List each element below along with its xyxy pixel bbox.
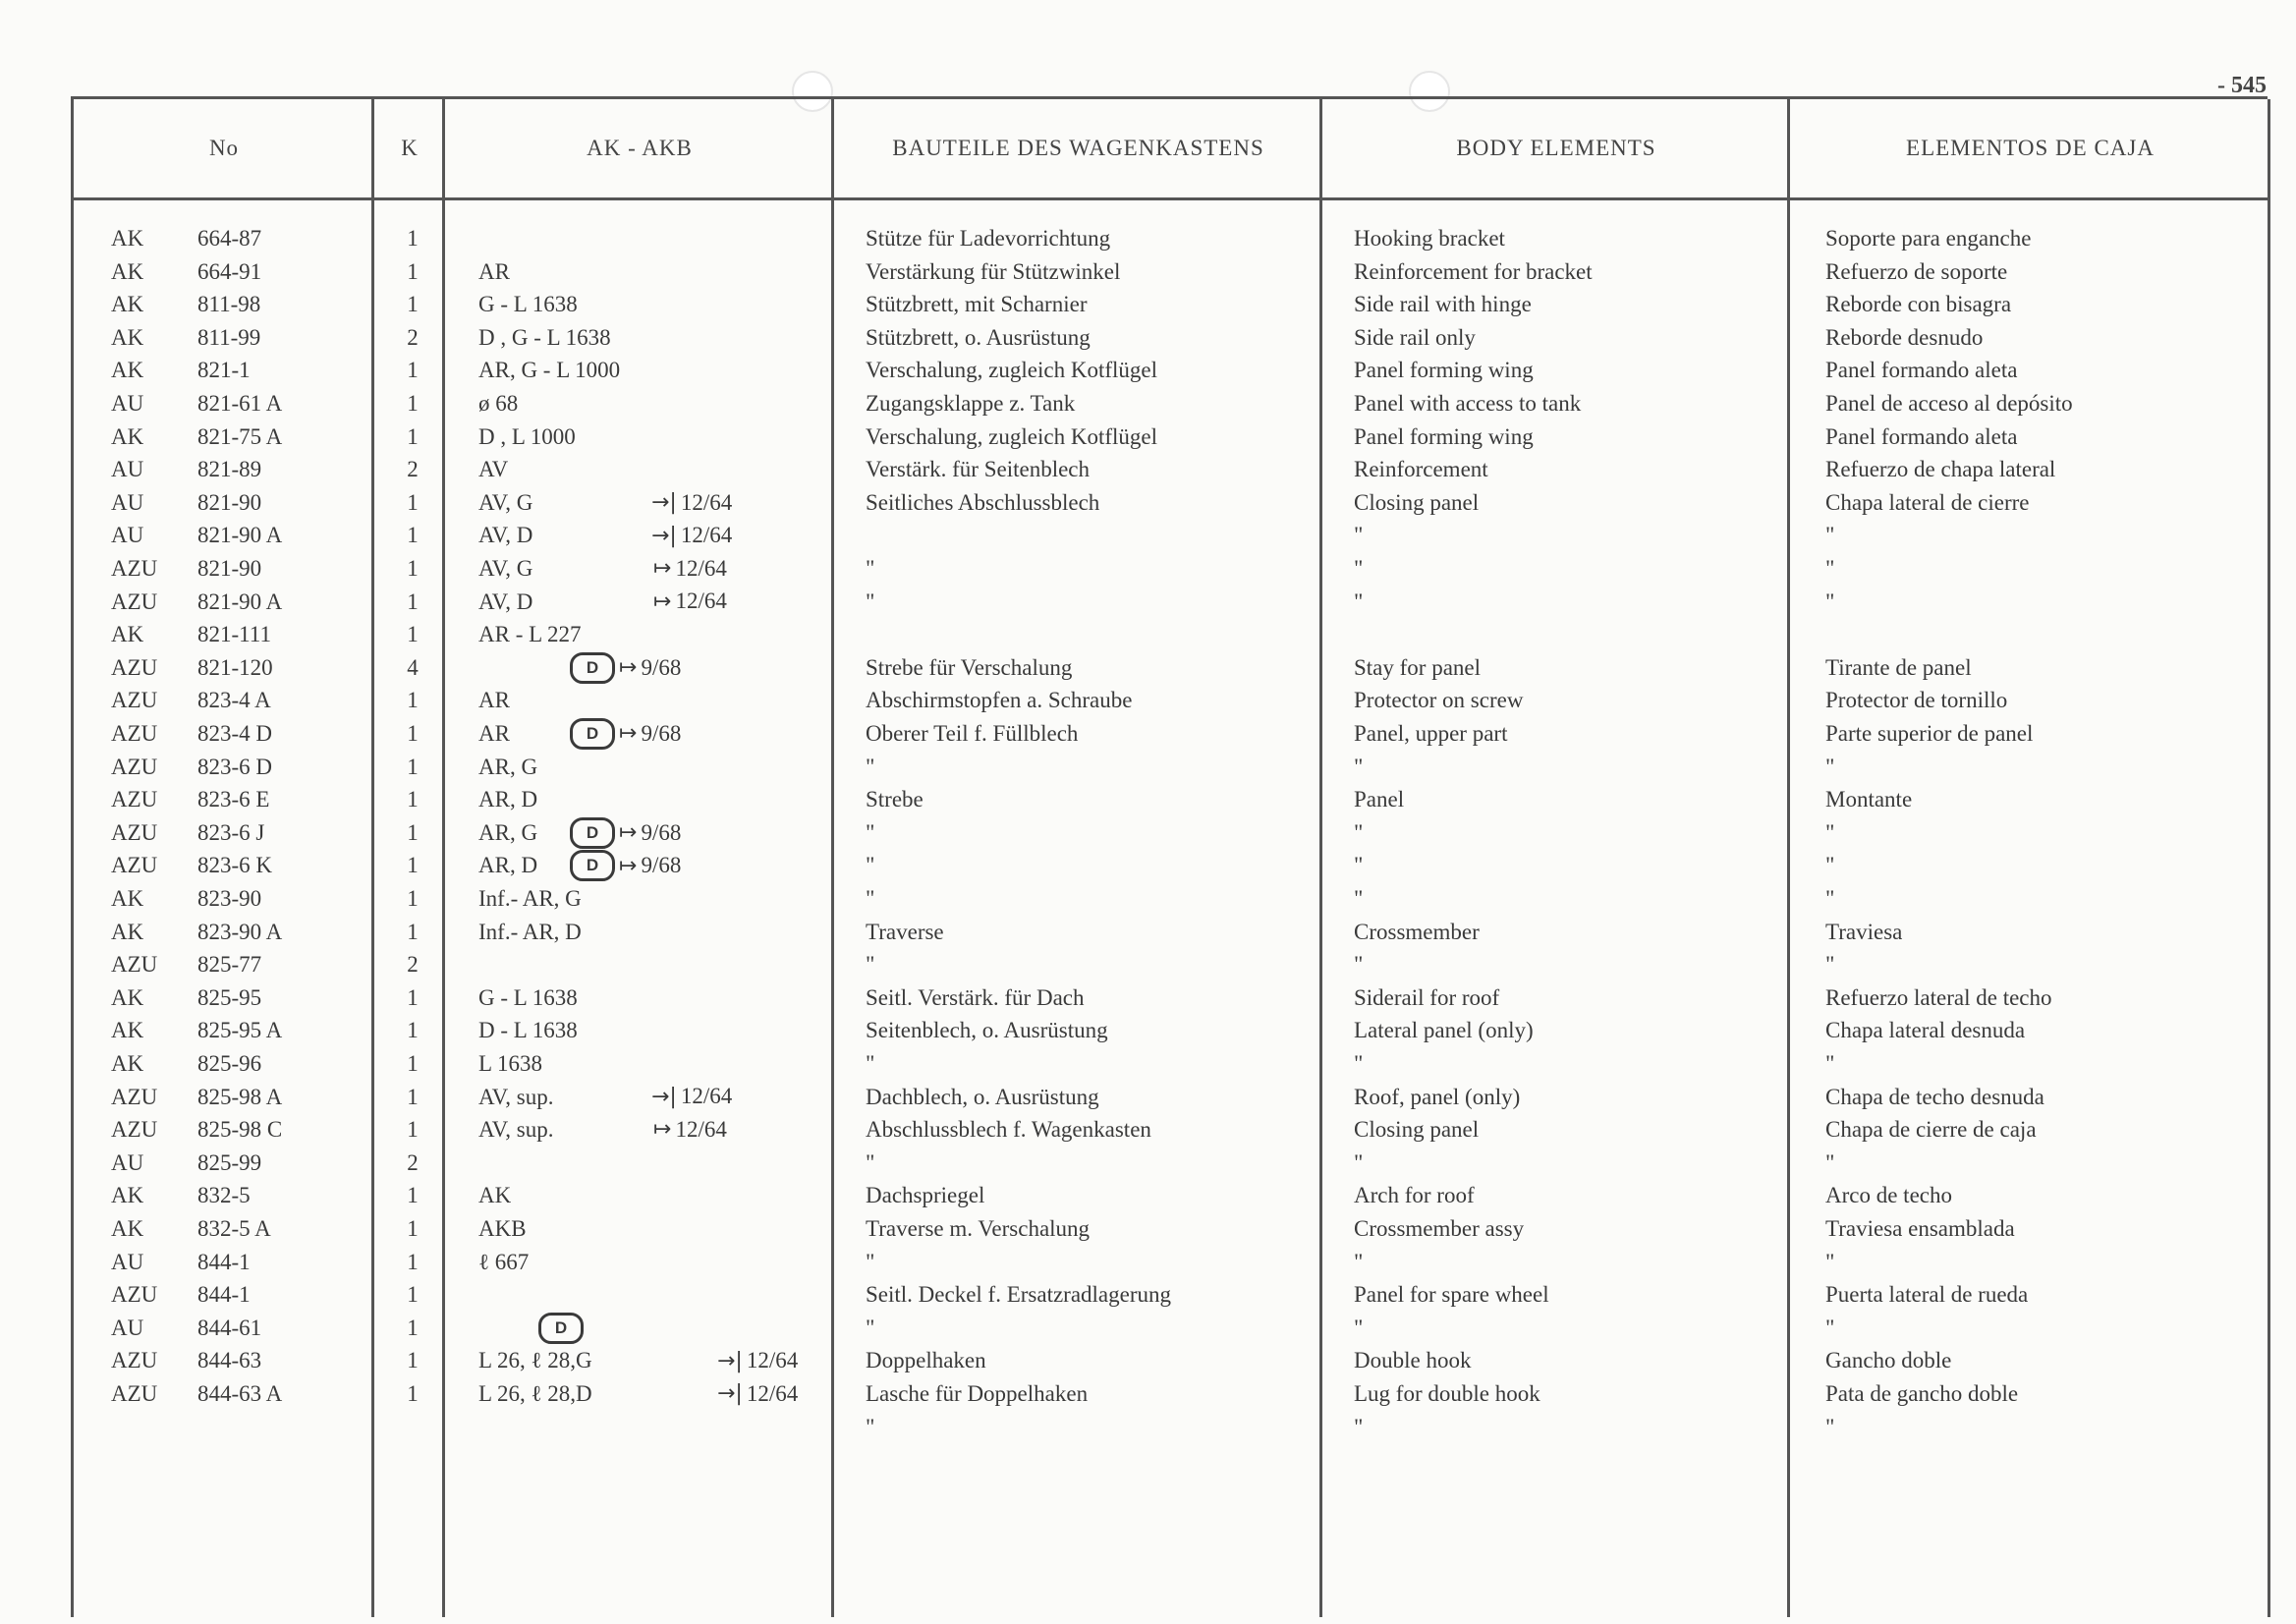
part-number: 823-6 J: [197, 819, 265, 845]
desc-english: ": [1354, 1315, 1364, 1340]
desc-german: Abschlussblech f. Wagenkasten: [866, 1117, 1151, 1143]
d-marker-icon: D: [570, 652, 615, 684]
arrow-to-bar-icon: →|: [717, 1348, 743, 1373]
desc-spanish: Parte superior de panel: [1825, 721, 2034, 746]
desc-spanish: Chapa de techo desnuda: [1825, 1084, 2044, 1109]
desc-english: Lateral panel (only): [1354, 1018, 1534, 1043]
desc-english: Stay for panel: [1354, 654, 1482, 680]
part-number: 823-6 D: [197, 754, 273, 779]
desc-english: ": [1354, 1149, 1364, 1175]
part-prefix: AU: [111, 523, 144, 548]
part-variant: AV, D: [478, 523, 533, 548]
validity-note: [717, 1377, 798, 1411]
part-quantity: 1: [407, 754, 419, 779]
part-variant: AV, sup.: [478, 1084, 554, 1109]
part-variant: ℓ 667: [478, 1249, 530, 1274]
desc-german: Strebe für Verschalung: [866, 654, 1073, 680]
part-variant: AV: [478, 457, 509, 482]
part-quantity: 1: [407, 853, 419, 878]
note-date: 12/64: [680, 489, 733, 515]
part-variant: D , L 1000: [478, 423, 576, 449]
desc-english: ": [1354, 886, 1364, 911]
part-number: 823-6 E: [197, 787, 270, 812]
desc-english: Panel with access to tank: [1354, 391, 1582, 416]
part-prefix: AK: [111, 1183, 144, 1208]
validity-note: [653, 586, 727, 619]
desc-german: Abschirmstopfen a. Schraube: [866, 688, 1133, 713]
part-prefix: AZU: [111, 1282, 158, 1308]
desc-german: Dachspriegel: [866, 1183, 985, 1208]
part-prefix: AK: [111, 358, 144, 383]
note-date: 9/68: [641, 720, 682, 746]
part-variant: AR - L 227: [478, 622, 582, 647]
part-quantity: 1: [407, 1348, 419, 1373]
desc-spanish: Chapa de cierre de caja: [1825, 1117, 2037, 1143]
header-divider: [74, 197, 2268, 200]
desc-spanish: Refuerzo lateral de techo: [1825, 984, 2052, 1010]
part-prefix: AK: [111, 1051, 144, 1076]
part-prefix: AK: [111, 1216, 144, 1241]
desc-spanish: Refuerzo de chapa lateral: [1825, 457, 2056, 482]
part-quantity: 1: [407, 1381, 419, 1406]
arrow-to-bar-icon: →|: [651, 1084, 677, 1109]
desc-english: Reinforcement for bracket: [1354, 258, 1593, 284]
desc-spanish: Arco de techo: [1825, 1183, 1952, 1208]
part-number: 821-90: [197, 489, 262, 515]
arrow-from-bar-icon: ↦: [653, 556, 672, 582]
part-number: 821-90 A: [197, 588, 283, 614]
part-prefix: AZU: [111, 1348, 158, 1373]
arrow-from-bar-icon: ↦: [619, 820, 638, 846]
desc-german: Verstärk. für Seitenblech: [866, 457, 1091, 482]
arrow-from-bar-icon: ↦: [653, 588, 672, 614]
desc-english: ": [1354, 556, 1364, 581]
part-quantity: 1: [407, 886, 419, 911]
desc-german: Stütze für Ladevorrichtung: [866, 226, 1111, 251]
part-number: 832-5: [197, 1183, 251, 1208]
part-variant: Inf.- AR, G: [478, 886, 582, 911]
desc-german: Stützbrett, mit Scharnier: [866, 292, 1088, 317]
part-number: 825-98 A: [197, 1084, 283, 1109]
part-variant: AK: [478, 1183, 512, 1208]
part-variant: AV, G: [478, 556, 533, 581]
desc-english: ": [1354, 1051, 1364, 1076]
part-number: 821-120: [197, 654, 273, 680]
header-es: ELEMENTOS DE CAJA: [1906, 136, 2155, 160]
validity-note: [653, 552, 727, 586]
part-number: 823-4 A: [197, 688, 271, 713]
desc-german: ": [866, 886, 875, 911]
desc-english: ": [1354, 819, 1364, 845]
part-variant: AV, sup.: [478, 1117, 554, 1143]
part-variant: AR: [478, 688, 510, 713]
part-variant: AR: [478, 721, 510, 746]
arrow-to-bar-icon: →|: [651, 490, 677, 516]
part-quantity: 1: [407, 391, 419, 416]
part-quantity: 2: [407, 1149, 419, 1175]
validity-note: [651, 519, 732, 552]
desc-english: Crossmember: [1354, 919, 1480, 944]
part-variant: ø 68: [478, 391, 519, 416]
part-variant: AR: [478, 258, 510, 284]
part-quantity: 1: [407, 819, 419, 845]
desc-german: Stützbrett, o. Ausrüstung: [866, 324, 1091, 350]
part-quantity: 1: [407, 1117, 419, 1143]
desc-spanish: Tirante de panel: [1825, 654, 1972, 680]
arrow-from-bar-icon: ↦: [619, 853, 638, 878]
desc-spanish: Chapa lateral de cierre: [1825, 489, 2030, 515]
part-prefix: AZU: [111, 654, 158, 680]
validity-note: [717, 1344, 798, 1377]
desc-spanish: Reborde con bisagra: [1825, 292, 2012, 317]
part-number: 821-90: [197, 556, 262, 581]
desc-spanish: Traviesa: [1825, 919, 1903, 944]
part-variant: AV, G: [478, 489, 533, 515]
part-number: 844-63: [197, 1348, 262, 1373]
part-quantity: 1: [407, 292, 419, 317]
desc-spanish: Gancho doble: [1825, 1348, 1952, 1373]
part-prefix: AU: [111, 489, 144, 515]
desc-german: ": [866, 819, 875, 845]
desc-spanish: Refuerzo de soporte: [1825, 258, 2008, 284]
part-quantity: 1: [407, 423, 419, 449]
arrow-to-bar-icon: →|: [651, 523, 677, 548]
part-variant: AR, G - L 1000: [478, 358, 621, 383]
part-number: 823-90: [197, 886, 262, 911]
part-number: 844-1: [197, 1249, 251, 1274]
part-quantity: 2: [407, 952, 419, 978]
part-quantity: 1: [407, 523, 419, 548]
desc-german: Verstärkung für Stützwinkel: [866, 258, 1121, 284]
desc-spanish: ": [1825, 819, 1835, 845]
desc-german: ": [866, 853, 875, 878]
part-quantity: 1: [407, 258, 419, 284]
validity-note: [570, 651, 681, 685]
part-variant: AV, D: [478, 588, 533, 614]
desc-english: Crossmember assy: [1354, 1216, 1525, 1241]
part-number: 664-87: [197, 226, 262, 251]
desc-german: Zugangsklappe z. Tank: [866, 391, 1076, 416]
part-quantity: 1: [407, 984, 419, 1010]
part-quantity: 1: [407, 919, 419, 944]
part-number: 664-91: [197, 258, 262, 284]
part-quantity: 2: [407, 324, 419, 350]
desc-english: ": [1354, 853, 1364, 878]
validity-note: [570, 717, 681, 751]
arrow-from-bar-icon: ↦: [619, 721, 638, 747]
desc-spanish: Pata de gancho doble: [1825, 1381, 2019, 1406]
desc-spanish: ": [1825, 1149, 1835, 1175]
part-number: 844-1: [197, 1282, 251, 1308]
part-prefix: AU: [111, 1315, 144, 1340]
part-prefix: AZU: [111, 1381, 158, 1406]
desc-german: Seitl. Verstärk. für Dach: [866, 984, 1085, 1010]
part-prefix: AK: [111, 886, 144, 911]
part-quantity: 1: [407, 588, 419, 614]
part-number: 825-95: [197, 984, 262, 1010]
part-prefix: AZU: [111, 588, 158, 614]
desc-german: ": [866, 588, 875, 614]
part-quantity: 1: [407, 226, 419, 251]
desc-spanish: ": [1825, 1315, 1835, 1340]
note-date: 12/64: [746, 1380, 799, 1406]
part-number: 821-89: [197, 457, 262, 482]
desc-english: ": [1354, 952, 1364, 978]
part-number: 821-75 A: [197, 423, 283, 449]
page-number: - 545: [2217, 73, 2267, 98]
desc-german: Lasche für Doppelhaken: [866, 1381, 1089, 1406]
part-number: 821-90 A: [197, 523, 283, 548]
desc-german: ": [866, 1315, 875, 1340]
desc-german: Seitl. Deckel f. Ersatzradlagerung: [866, 1282, 1172, 1308]
desc-spanish: ": [1825, 886, 1835, 911]
desc-english: Siderail for roof: [1354, 984, 1500, 1010]
part-number: 821-1: [197, 358, 251, 383]
desc-german: Oberer Teil f. Füllblech: [866, 721, 1079, 746]
validity-note: [651, 486, 732, 520]
part-prefix: AK: [111, 919, 144, 944]
part-variant: L 26, ℓ 28,G: [478, 1348, 592, 1373]
validity-note: [570, 816, 681, 850]
desc-spanish: Panel de acceso al depósito: [1825, 391, 2073, 416]
part-prefix: AZU: [111, 787, 158, 812]
desc-spanish: Reborde desnudo: [1825, 324, 1984, 350]
part-variant: AR, G: [478, 819, 538, 845]
part-quantity: 1: [407, 1249, 419, 1274]
part-number: 823-4 D: [197, 721, 273, 746]
part-prefix: AZU: [111, 952, 158, 978]
desc-english: Closing panel: [1354, 1117, 1480, 1143]
desc-english: Side rail only: [1354, 324, 1476, 350]
part-number: 825-77: [197, 952, 262, 978]
part-prefix: AK: [111, 423, 144, 449]
desc-spanish: ": [1825, 523, 1835, 548]
desc-german: Traverse m. Verschalung: [866, 1216, 1091, 1241]
header-ak-akb: AK - AKB: [587, 136, 693, 160]
part-quantity: 1: [407, 721, 419, 746]
desc-english: Panel: [1354, 787, 1405, 812]
desc-german: Seitliches Abschlussblech: [866, 489, 1100, 515]
desc-english: Double hook: [1354, 1348, 1472, 1373]
desc-english: ": [1354, 754, 1364, 779]
desc-spanish: Protector de tornillo: [1825, 688, 2008, 713]
part-variant: G - L 1638: [478, 984, 578, 1010]
part-prefix: AU: [111, 457, 144, 482]
part-number: 832-5 A: [197, 1216, 271, 1241]
desc-english: Hooking bracket: [1354, 226, 1505, 251]
desc-spanish: ": [1825, 754, 1835, 779]
desc-spanish: ": [1825, 1051, 1835, 1076]
ditto-mark: ": [1825, 1414, 1835, 1439]
desc-german: ": [866, 952, 875, 978]
header-k: K: [401, 136, 419, 160]
desc-german: ": [866, 1149, 875, 1175]
desc-english: Roof, panel (only): [1354, 1084, 1521, 1109]
note-date: 9/68: [641, 654, 682, 680]
header-en: BODY ELEMENTS: [1456, 136, 1656, 160]
part-variant: D - L 1638: [478, 1018, 578, 1043]
part-prefix: AZU: [111, 1084, 158, 1109]
d-marker-icon: D: [570, 817, 615, 849]
part-number: 825-95 A: [197, 1018, 283, 1043]
desc-english: Arch for roof: [1354, 1183, 1475, 1208]
part-prefix: AZU: [111, 853, 158, 878]
desc-english: Panel, upper part: [1354, 721, 1508, 746]
part-quantity: 1: [407, 1216, 419, 1241]
part-prefix: AK: [111, 292, 144, 317]
part-prefix: AK: [111, 622, 144, 647]
part-quantity: 1: [407, 358, 419, 383]
part-quantity: 1: [407, 1018, 419, 1043]
desc-german: ": [866, 1249, 875, 1274]
d-marker-icon: D: [570, 718, 615, 750]
desc-german: Strebe: [866, 787, 924, 812]
part-quantity: 1: [407, 1051, 419, 1076]
desc-spanish: Chapa lateral desnuda: [1825, 1018, 2026, 1043]
part-number: 825-99: [197, 1149, 262, 1175]
d-marker-icon: D: [538, 1313, 584, 1344]
ditto-mark: ": [866, 1414, 875, 1439]
part-prefix: AZU: [111, 1117, 158, 1143]
desc-german: Verschalung, zugleich Kotflügel: [866, 358, 1157, 383]
part-prefix: AK: [111, 984, 144, 1010]
desc-english: Side rail with hinge: [1354, 292, 1532, 317]
parts-table: [71, 96, 2268, 1617]
part-variant: L 26, ℓ 28,D: [478, 1381, 592, 1406]
desc-spanish: Montante: [1825, 787, 1913, 812]
desc-german: ": [866, 1051, 875, 1076]
desc-english: ": [1354, 523, 1364, 548]
desc-english: Closing panel: [1354, 489, 1480, 515]
desc-spanish: ": [1825, 556, 1835, 581]
part-quantity: 1: [407, 1084, 419, 1109]
desc-english: Reinforcement: [1354, 457, 1488, 482]
part-variant: D , G - L 1638: [478, 324, 611, 350]
desc-german: ": [866, 556, 875, 581]
part-variant: AR, G: [478, 754, 538, 779]
part-number: 821-61 A: [197, 391, 283, 416]
d-marker-icon: D: [570, 850, 615, 881]
part-variant: AR, D: [478, 853, 538, 878]
note-date: 12/64: [675, 555, 727, 581]
desc-german: Traverse: [866, 919, 944, 944]
desc-spanish: ": [1825, 952, 1835, 978]
part-quantity: 4: [407, 654, 419, 680]
part-prefix: AZU: [111, 721, 158, 746]
desc-german: Seitenblech, o. Ausrüstung: [866, 1018, 1108, 1043]
part-variant: AR, D: [478, 787, 538, 812]
part-prefix: AK: [111, 258, 144, 284]
part-prefix: AZU: [111, 688, 158, 713]
arrow-from-bar-icon: ↦: [653, 1117, 672, 1143]
note-date: 12/64: [746, 1348, 799, 1373]
part-number: 844-63 A: [197, 1381, 283, 1406]
desc-german: ": [866, 754, 875, 779]
validity-note: [538, 1312, 584, 1345]
header-de: BAUTEILE DES WAGENKASTENS: [892, 136, 1264, 160]
part-prefix: AK: [111, 1018, 144, 1043]
part-variant: G - L 1638: [478, 292, 578, 317]
ditto-mark: ": [1354, 1414, 1364, 1439]
note-date: 12/64: [680, 523, 733, 548]
part-number: 844-61: [197, 1315, 262, 1340]
desc-english: ": [1354, 1249, 1364, 1274]
desc-spanish: Panel formando aleta: [1825, 423, 2018, 449]
desc-german: Dachblech, o. Ausrüstung: [866, 1084, 1099, 1109]
part-variant: L 1638: [478, 1051, 542, 1076]
part-prefix: AK: [111, 226, 144, 251]
part-quantity: 1: [407, 489, 419, 515]
part-quantity: 2: [407, 457, 419, 482]
desc-english: Lug for double hook: [1354, 1381, 1540, 1406]
desc-spanish: Soporte para enganche: [1825, 226, 2032, 251]
desc-german: Doppelhaken: [866, 1348, 986, 1373]
part-quantity: 1: [407, 622, 419, 647]
desc-spanish: Panel formando aleta: [1825, 358, 2018, 383]
validity-note: [570, 849, 681, 882]
part-variant: AKB: [478, 1216, 527, 1241]
note-date: 12/64: [675, 1116, 727, 1142]
part-quantity: 1: [407, 787, 419, 812]
part-quantity: 1: [407, 556, 419, 581]
part-number: 811-99: [197, 324, 261, 350]
desc-english: Panel for spare wheel: [1354, 1282, 1549, 1308]
part-quantity: 1: [407, 1183, 419, 1208]
desc-english: Panel forming wing: [1354, 358, 1534, 383]
part-number: 823-90 A: [197, 919, 283, 944]
header-no: No: [208, 136, 240, 160]
part-prefix: AZU: [111, 556, 158, 581]
desc-spanish: ": [1825, 588, 1835, 614]
part-number: 825-96: [197, 1051, 262, 1076]
part-prefix: AU: [111, 1249, 144, 1274]
part-prefix: AK: [111, 324, 144, 350]
part-prefix: AZU: [111, 754, 158, 779]
desc-spanish: ": [1825, 853, 1835, 878]
part-prefix: AZU: [111, 819, 158, 845]
note-date: 12/64: [675, 588, 727, 614]
part-variant: Inf.- AR, D: [478, 919, 582, 944]
desc-english: ": [1354, 588, 1364, 614]
note-date: 12/64: [680, 1084, 733, 1109]
part-number: 821-111: [197, 622, 271, 647]
desc-english: Protector on screw: [1354, 688, 1524, 713]
part-prefix: AU: [111, 1149, 144, 1175]
arrow-from-bar-icon: ↦: [619, 655, 638, 681]
desc-english: Panel forming wing: [1354, 423, 1534, 449]
part-quantity: 1: [407, 1282, 419, 1308]
desc-spanish: Puerta lateral de rueda: [1825, 1282, 2029, 1308]
desc-german: Verschalung, zugleich Kotflügel: [866, 423, 1157, 449]
desc-spanish: Traviesa ensamblada: [1825, 1216, 2015, 1241]
part-number: 823-6 K: [197, 853, 273, 878]
validity-note: [653, 1113, 727, 1147]
part-number: 825-98 C: [197, 1117, 283, 1143]
note-date: 9/68: [641, 853, 682, 878]
arrow-to-bar-icon: →|: [717, 1381, 743, 1407]
validity-note: [651, 1081, 732, 1114]
part-number: 811-98: [197, 292, 261, 317]
part-quantity: 1: [407, 1315, 419, 1340]
part-prefix: AU: [111, 391, 144, 416]
part-quantity: 1: [407, 688, 419, 713]
note-date: 9/68: [641, 819, 682, 845]
desc-spanish: ": [1825, 1249, 1835, 1274]
